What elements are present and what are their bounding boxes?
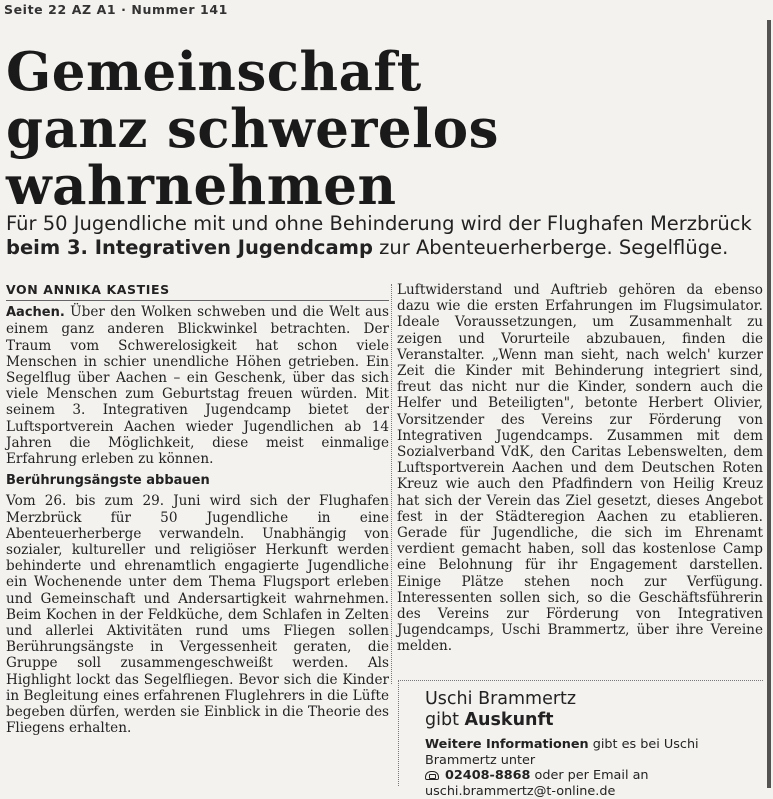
info-title-line-2a: gibt [425, 710, 465, 730]
article-column-left [6, 282, 389, 782]
page-header: Seite 22 AZ A1 · Nummer 141 [4, 2, 228, 17]
headline-line-3: wahrnehmen [6, 155, 397, 217]
info-title-line-2b: Auskunft [464, 710, 554, 730]
scan-edge [767, 20, 771, 788]
section-subheading: Berührungsängste abbauen [6, 473, 210, 489]
headline [6, 41, 766, 217]
info-box-title [425, 689, 763, 731]
info-box-text [425, 737, 763, 799]
paragraph-body: Vom 26. bis zum 29. Juni wird sich der Flughafen Merzbrück für 50 Jugendliche in eine Abenteuerherberge verwandeln. Unabhängig von sozialer, kultureller und religiöser Herkunft werden behinderte und ehrenamtlich engagierte Jugendliche ein Wochenende unter dem Thema Flugsport erleben und Gemeinschaft und Andersartigkeit wahrnehmen. Beim Kochen in der Feldküche, dem Schlafen in Zelten und allerlei Aktivitäten rund ums Fliegen sollen Berührungsängste in Vergessenheit geraten, die Gruppe soll zusammengeschweißt werden. Als Highlight lockt das Segelfliegen. Bevor sich die Kinder in Begleitung eines erfahrenen Fluglehrers in die Lüfte begeben dürfen, werden sie Einblick in die Theorie des Fliegens erhalten. [6, 493, 389, 737]
info-box [398, 680, 763, 799]
info-title-line-1: Uschi Brammertz [425, 689, 577, 709]
headline-line-1: Gemeinschaft [6, 41, 422, 103]
paragraph-intro [6, 304, 389, 467]
info-text-1: gibt es bei Uschi Brammertz unter [425, 737, 699, 768]
dateline: Aachen. [6, 305, 65, 321]
subhead-text-1: Für 50 Jugendliche mit und ohne Behinderung wird der Flughafen Merzbrück [6, 212, 752, 235]
article-column-right [397, 282, 763, 682]
info-text-2: oder per Email an [530, 768, 649, 783]
subhead-text-2: zur Abenteuerherberge. Segelflüge. [372, 236, 729, 259]
subhead-bold: beim 3. Integrativen Jugendcamp [6, 236, 373, 259]
subhead [6, 212, 766, 260]
author-byline: VON ANNIKA KASTIES [6, 282, 389, 301]
phone-icon [425, 771, 439, 780]
headline-line-2: ganz schwerelos [6, 98, 499, 160]
email-address[interactable]: uschi.brammertz@t-online.de [425, 783, 616, 799]
info-label: Weitere Informationen [425, 737, 589, 752]
paragraph-continued: Luftwiderstand und Auftrieb gehören da ebenso dazu wie die ersten Erfahrungen im Flugsimulator. Ideale Voraussetzungen, um Zusammenhalt zu zeigen und Vorurteile abzubauen, finden die Veranstalter. „Wenn man sieht, nach welch' kurzer Zeit die Kinder mit Behinderung integriert sind, freut das nicht nur die Kinder, sondern auch die Helfer und Beteiligten", betonte Herbert Olivier, Vorsitzender des Vereins zur Förderung von Integrativen Jugendcamps. Zusammen mit dem Sozialverband VdK, den Caritas Lebenswelten, dem Luftsportverein Aachen und dem Deutschen Roten Kreuz wie auch den Pfadfindern von Heilig Kreuz hat sich der Verein das Ziel gesetzt, dieses Angebot fest in der Städteregion Aachen zu etablieren. Gerade für Jugendliche, die sich im Ehrenamt verdient gemacht haben, soll das kostenlose Camp eine Belohnung für ihr Engagement darstellen. Einige Plätze stehen noch zur Verfügung. Interessenten sollen sich, so die Geschäftsführerin des Vereins zur Förderung von Integrativen Jugendcamps, Uschi Brammertz, über ihre Vereine melden. [397, 282, 763, 655]
phone-number: 02408-8868 [445, 768, 531, 783]
paragraph-intro-text: Über den Wolken schweben und die Welt aus einem ganz anderen Blickwinkel betrachten. Der Traum vom Schwerelosigkeit hat schon viele Menschen in schier unendliche Höhen getrieben. Ein Segelflug über Aachen – ein Geschenk, über das sich viele Menschen zum Geburtstag freuen würden. Mit seinem 3. Integrativen Jugendcamp bietet der Luftsportverein Aachen wieder Jugendlichen ab 14 Jahren die Möglichkeit, diese meist einmalige Erfahrung erleben zu können. [6, 304, 389, 468]
column-divider [391, 284, 392, 684]
